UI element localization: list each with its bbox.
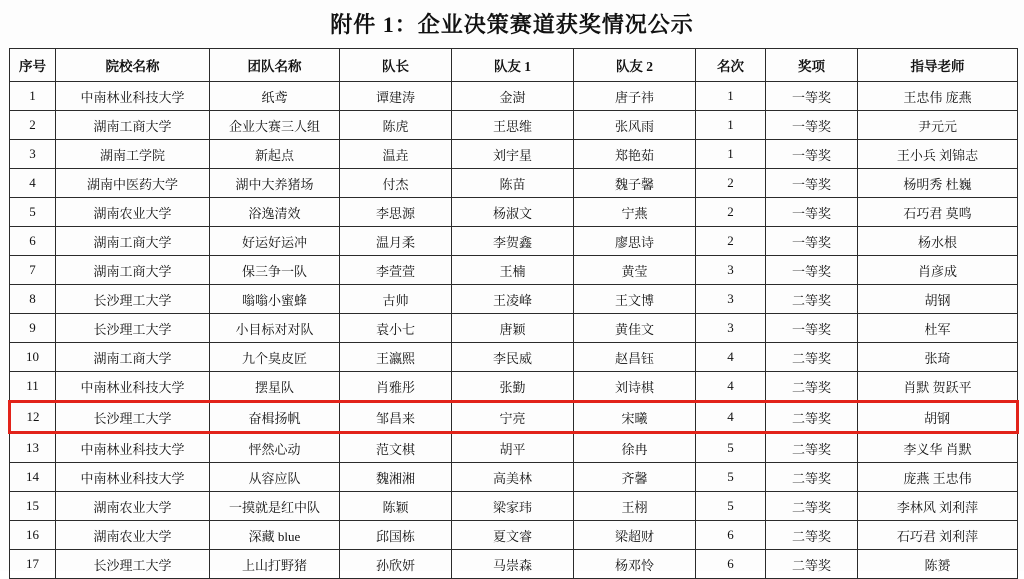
cell-school: 湖南工学院 [56,140,210,169]
cell-index: 2 [10,111,56,140]
cell-team: 新起点 [210,140,340,169]
cell-rank: 1 [696,140,766,169]
table-row [10,372,1018,402]
cell-leader: 李思源 [340,198,452,227]
cell-teacher: 胡钢 [858,402,1018,433]
cell-member2: 杨邓怜 [574,550,696,579]
cell-rank: 5 [696,492,766,521]
table-row [10,111,1018,140]
cell-index: 3 [10,140,56,169]
cell-index: 15 [10,492,56,521]
cell-rank: 3 [696,285,766,314]
cell-team: 纸鸢 [210,82,340,111]
cell-teacher: 杜军 [858,314,1018,343]
cell-rank: 2 [696,169,766,198]
cell-rank: 5 [696,463,766,492]
cell-leader: 谭建涛 [340,82,452,111]
cell-member1: 高美林 [452,463,574,492]
table-row [10,140,1018,169]
cell-member1: 王凌峰 [452,285,574,314]
cell-rank: 5 [696,433,766,463]
cell-index: 9 [10,314,56,343]
cell-index: 14 [10,463,56,492]
cell-index: 12 [10,402,56,433]
cell-rank: 3 [696,314,766,343]
table-row [10,492,1018,521]
cell-rank: 6 [696,550,766,579]
cell-leader: 李萱萱 [340,256,452,285]
cell-school: 中南林业科技大学 [56,82,210,111]
cell-team: 上山打野猪 [210,550,340,579]
cell-team: 从容应队 [210,463,340,492]
cell-member2: 张风雨 [574,111,696,140]
cell-member2: 梁超财 [574,521,696,550]
cell-team: 深藏 blue [210,521,340,550]
column-header-leader: 队长 [340,49,452,82]
cell-rank: 6 [696,521,766,550]
cell-prize: 二等奖 [766,433,858,463]
cell-team: 企业大赛三人组 [210,111,340,140]
cell-member2: 郑艳茹 [574,140,696,169]
column-header-teacher: 指导老师 [858,49,1018,82]
cell-prize: 一等奖 [766,111,858,140]
table-row [10,169,1018,198]
cell-school: 湖南工商大学 [56,111,210,140]
table-row [10,343,1018,372]
cell-member1: 王楠 [452,256,574,285]
cell-leader: 肖雅彤 [340,372,452,402]
cell-index: 13 [10,433,56,463]
cell-member1: 夏文睿 [452,521,574,550]
column-header-school: 院校名称 [56,49,210,82]
cell-leader: 温月柔 [340,227,452,256]
cell-member1: 王思维 [452,111,574,140]
cell-teacher: 尹元元 [858,111,1018,140]
cell-rank: 4 [696,372,766,402]
cell-member1: 张勤 [452,372,574,402]
cell-prize: 二等奖 [766,463,858,492]
cell-prize: 一等奖 [766,82,858,111]
cell-member1: 梁家玮 [452,492,574,521]
cell-prize: 二等奖 [766,521,858,550]
cell-index: 11 [10,372,56,402]
table-row [10,227,1018,256]
cell-member2: 赵昌钰 [574,343,696,372]
cell-leader: 温垚 [340,140,452,169]
cell-school: 湖南农业大学 [56,492,210,521]
cell-leader: 王瀛熙 [340,343,452,372]
cell-member2: 王栩 [574,492,696,521]
table-row [10,256,1018,285]
cell-prize: 一等奖 [766,169,858,198]
cell-member2: 廖思诗 [574,227,696,256]
cell-team: 浴逸清效 [210,198,340,227]
cell-team: 保三争一队 [210,256,340,285]
cell-member1: 陈苗 [452,169,574,198]
cell-teacher: 肖彦成 [858,256,1018,285]
cell-teacher: 王忠伟 庞燕 [858,82,1018,111]
cell-teacher: 杨明秀 杜巍 [858,169,1018,198]
cell-index: 16 [10,521,56,550]
cell-member2: 唐子祎 [574,82,696,111]
cell-member1: 宁亮 [452,402,574,433]
cell-team: 好运好运冲 [210,227,340,256]
cell-team: 小目标对对队 [210,314,340,343]
cell-school: 长沙理工大学 [56,550,210,579]
cell-prize: 一等奖 [766,140,858,169]
cell-school: 长沙理工大学 [56,314,210,343]
cell-member1: 杨淑文 [452,198,574,227]
cell-teacher: 肖默 贺跃平 [858,372,1018,402]
cell-school: 湖南农业大学 [56,521,210,550]
cell-prize: 二等奖 [766,285,858,314]
cell-leader: 魏湘湘 [340,463,452,492]
table-row [10,198,1018,227]
table-header-row [10,49,1018,82]
cell-prize: 二等奖 [766,343,858,372]
cell-rank: 1 [696,82,766,111]
cell-rank: 1 [696,111,766,140]
cell-rank: 4 [696,343,766,372]
page-title: 附件 1：企业决策赛道获奖情况公示 [330,12,694,37]
table-row [10,433,1018,463]
cell-school: 湖南工商大学 [56,256,210,285]
table-row [10,285,1018,314]
cell-member2: 齐馨 [574,463,696,492]
table-row [10,463,1018,492]
cell-index: 8 [10,285,56,314]
cell-index: 17 [10,550,56,579]
cell-member2: 徐冉 [574,433,696,463]
cell-school: 湖南中医药大学 [56,169,210,198]
cell-teacher: 胡钢 [858,285,1018,314]
cell-team: 九个臭皮匠 [210,343,340,372]
cell-school: 中南林业科技大学 [56,433,210,463]
column-header-rank: 名次 [696,49,766,82]
cell-teacher: 杨水根 [858,227,1018,256]
cell-teacher: 王小兵 刘锦志 [858,140,1018,169]
cell-member1: 马崇森 [452,550,574,579]
cell-member1: 李民威 [452,343,574,372]
cell-index: 5 [10,198,56,227]
award-results-table [8,48,1019,579]
cell-prize: 二等奖 [766,550,858,579]
cell-school: 长沙理工大学 [56,402,210,433]
cell-prize: 一等奖 [766,314,858,343]
cell-rank: 3 [696,256,766,285]
cell-member2: 黄莹 [574,256,696,285]
table-row [10,521,1018,550]
cell-team: 湖中大养猪场 [210,169,340,198]
cell-leader: 袁小七 [340,314,452,343]
cell-team: 奋楫扬帆 [210,402,340,433]
cell-member2: 王文博 [574,285,696,314]
cell-teacher: 庞燕 王忠伟 [858,463,1018,492]
cell-index: 10 [10,343,56,372]
column-header-prize: 奖项 [766,49,858,82]
table-body [10,82,1018,579]
cell-prize: 一等奖 [766,198,858,227]
column-header-member1: 队友 1 [452,49,574,82]
column-header-index: 序号 [10,49,56,82]
cell-leader: 陈虎 [340,111,452,140]
cell-leader: 邱国栋 [340,521,452,550]
cell-leader: 古帅 [340,285,452,314]
cell-school: 中南林业科技大学 [56,463,210,492]
cell-prize: 二等奖 [766,492,858,521]
cell-leader: 孙欣妍 [340,550,452,579]
cell-member1: 刘宇星 [452,140,574,169]
cell-leader: 邹昌来 [340,402,452,433]
cell-index: 6 [10,227,56,256]
cell-member2: 黄佳文 [574,314,696,343]
cell-index: 7 [10,256,56,285]
cell-member2: 魏子馨 [574,169,696,198]
cell-leader: 范文棋 [340,433,452,463]
table-row [10,82,1018,111]
cell-teacher: 陈赟 [858,550,1018,579]
table-row [10,402,1018,433]
cell-member1: 唐颖 [452,314,574,343]
cell-school: 长沙理工大学 [56,285,210,314]
cell-teacher: 李义华 肖默 [858,433,1018,463]
table-container [0,48,1024,579]
cell-prize: 二等奖 [766,372,858,402]
cell-prize: 二等奖 [766,402,858,433]
cell-member2: 宁燕 [574,198,696,227]
cell-team: 嗡嗡小蜜蜂 [210,285,340,314]
cell-rank: 4 [696,402,766,433]
cell-member2: 宋曦 [574,402,696,433]
cell-prize: 一等奖 [766,256,858,285]
table-row [10,314,1018,343]
cell-leader: 陈颖 [340,492,452,521]
cell-school: 湖南农业大学 [56,198,210,227]
cell-rank: 2 [696,227,766,256]
cell-prize: 一等奖 [766,227,858,256]
cell-member1: 胡平 [452,433,574,463]
column-header-team: 团队名称 [210,49,340,82]
table-row [10,550,1018,579]
cell-member2: 刘诗棋 [574,372,696,402]
cell-teacher: 石巧君 莫鸣 [858,198,1018,227]
cell-teacher: 石巧君 刘利萍 [858,521,1018,550]
cell-school: 湖南工商大学 [56,343,210,372]
cell-rank: 2 [696,198,766,227]
cell-school: 中南林业科技大学 [56,372,210,402]
cell-school: 湖南工商大学 [56,227,210,256]
cell-teacher: 张琦 [858,343,1018,372]
cell-index: 1 [10,82,56,111]
cell-team: 一摸就是红中队 [210,492,340,521]
cell-teacher: 李林风 刘利萍 [858,492,1018,521]
cell-team: 怦然心动 [210,433,340,463]
cell-member1: 李贺鑫 [452,227,574,256]
cell-leader: 付杰 [340,169,452,198]
cell-member1: 金澍 [452,82,574,111]
cell-index: 4 [10,169,56,198]
cell-team: 摆星队 [210,372,340,402]
column-header-member2: 队友 2 [574,49,696,82]
table-header [10,49,1018,82]
